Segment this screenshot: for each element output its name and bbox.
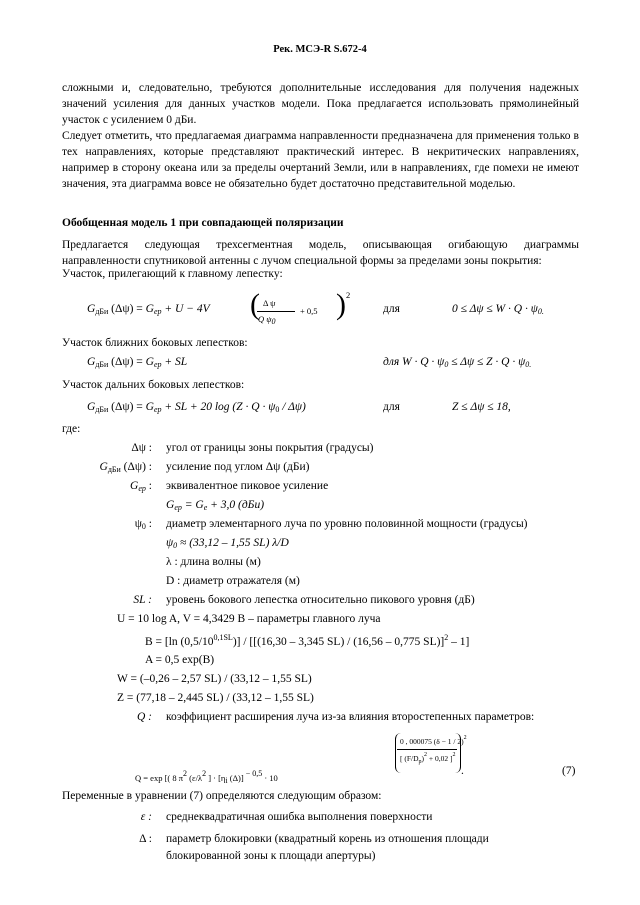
- paragraph-2: Следует отметить, что предлагаемая диаграмма направленности предназначена для применения только в тех направлениях, которые представляют практический интерес. В некритических направлениях, например в сторону океана или за пределы очертаний Земли, или в направлениях, где помехи не имеют значения, эта диаграмма вовсе не обязательно будет достаточно представительной моделью.: [62, 130, 579, 190]
- right-paren: ): [336, 288, 346, 321]
- equation-number: (7): [562, 765, 576, 777]
- equation-2: $G_{дБи}$ $(\Delta\psi) = G_{ep}$ + SL: [87, 356, 188, 369]
- equation-1: $G_{дБи}$ $(\Delta\psi) = G_{ep} + U - 4V$: [87, 303, 210, 316]
- equation-3: $G_{дБи}$ $(\Delta\psi) = G_{ep}$ + SL + 20 $\log (Z \cdot Q \cdot \psi_0 / \Delta\psi)$: [87, 401, 306, 414]
- page-header: Рек. МСЭ-R S.672-4: [273, 44, 367, 55]
- eq7-fraction-bar: [397, 749, 457, 750]
- def-delta-psi: угол от границы зоны покрытия (градусы): [166, 442, 374, 454]
- eq1-numerator: Δ ψ: [263, 298, 276, 308]
- eq1-fraction-bar: [257, 311, 295, 312]
- eq7-top: 0 , 000075 $(\delta - 1 / 2)^2$: [400, 735, 467, 746]
- def-q-label: Q :: [136, 711, 152, 723]
- u-v-line: U = 10 log A, V = 4,3429 B – параметры главного луча: [117, 613, 381, 625]
- def-blocking: параметр блокировки (квадратный корень из отношения площади: [166, 833, 489, 845]
- z-line: Z = (77,18 – 2,445 SL) / (33,12 – 1,55 SL): [117, 692, 314, 704]
- def-psi0-formula: $\psi_0 \approx (33,12 - 1,55$ SL) λ/D: [166, 537, 289, 550]
- def-gep-formula: $G_{ep} = G_e + 3,0$ (дБи): [166, 499, 265, 512]
- eq2-condition: для $W \cdot Q \cdot \psi_0 \le \Delta\psi \le Z \cdot Q \cdot \psi_{0.}$: [383, 356, 532, 369]
- eq1-dlya: для: [383, 303, 400, 315]
- def-psi0: диаметр элементарного луча по уровню половинной мощности (градусы): [166, 518, 528, 530]
- def-blocking-label: Δ :: [139, 833, 152, 845]
- eq7-end: .: [461, 765, 464, 777]
- paragraph-1: сложными и, следовательно, требуются дополнительные исследования для получения надежных значений усиления для данных участков модели. Пока предлагается использовать прямолинейный участок с усилением 0 дБи.: [62, 82, 579, 126]
- b-line: B = [ln $(0,5/10^{0,1SL})] / [[(16,30 - 3,345$ SL) / (16,56 – 0,775 SL)]$^2$ – 1]: [145, 633, 470, 648]
- def-gep: эквивалентное пиковое усиление: [166, 480, 329, 492]
- def-gain: усиление под углом Δψ (дБи): [166, 461, 310, 473]
- eq3-dlya: для: [383, 401, 400, 413]
- def-sl-label: SL :: [133, 594, 152, 606]
- def-delta-psi-label: Δψ :: [131, 442, 152, 454]
- eq1-denominator: Q ψ0: [258, 314, 276, 326]
- segment-3-intro: Участок дальних боковых лепестков:: [62, 379, 245, 391]
- def-d: D : диаметр отражателя (м): [166, 575, 300, 587]
- left-paren: (: [250, 288, 260, 321]
- def-eps: среднеквадратичная ошибка выполнения поверхности: [166, 811, 433, 823]
- section-heading: Обобщенная модель 1 при совпадающей поляризации: [62, 217, 344, 229]
- eq7-bottom: [ $(F/D_p)^2 + 0,02$ ]$^2$: [400, 752, 456, 765]
- paragraph-3: Предлагается следующая трехсегментная модель, описывающая огибающую диаграммы направленности спутниковой антенны с лучом специальной формы за пределами зоны покрытия:: [62, 239, 579, 267]
- paragraph-4: Переменные в уравнении (7) определяются следующим образом:: [62, 790, 382, 802]
- eq1-condition: $0 \le \Delta\psi \le W \cdot Q \cdot \psi_{0.}$: [452, 303, 544, 316]
- def-gain-label: $G_{дБи}$ (Δψ) :: [99, 461, 152, 474]
- segment-2-intro: Участок ближних боковых лепестков:: [62, 337, 248, 349]
- w-line: W = (–0,26 – 2,57 SL) / (33,12 – 1,55 SL): [117, 673, 312, 685]
- def-lambda: λ : длина волны (м): [166, 556, 261, 568]
- def-blocking-cont: блокированной зоны к площади апертуры): [166, 850, 376, 862]
- eq1-exponent: 2: [346, 290, 351, 300]
- equation-7: Q = exp [( 8 π2 (ε/λ2 ] · [ηi (Δ)] − 0,5 · 10: [135, 769, 278, 785]
- def-psi0-label: $\psi_0$ :: [134, 518, 152, 531]
- def-sl: уровень бокового лепестка относительно пикового уровня (дБ): [166, 594, 475, 606]
- def-gep-label: $G_{ep}$ :: [130, 480, 152, 493]
- where-label: где:: [62, 423, 81, 435]
- eq3-condition: Z ≤ Δψ ≤ 18,: [452, 401, 511, 413]
- a-line: A = 0,5 exp(B): [145, 654, 215, 666]
- def-q: коэффициент расширения луча из-за влияния второстепенных параметров:: [166, 711, 535, 723]
- def-eps-label: ε :: [140, 811, 152, 823]
- segment-1-intro: Участок, прилегающий к главному лепестку:: [62, 268, 283, 280]
- eq1-plus: + 0,5: [300, 306, 318, 316]
